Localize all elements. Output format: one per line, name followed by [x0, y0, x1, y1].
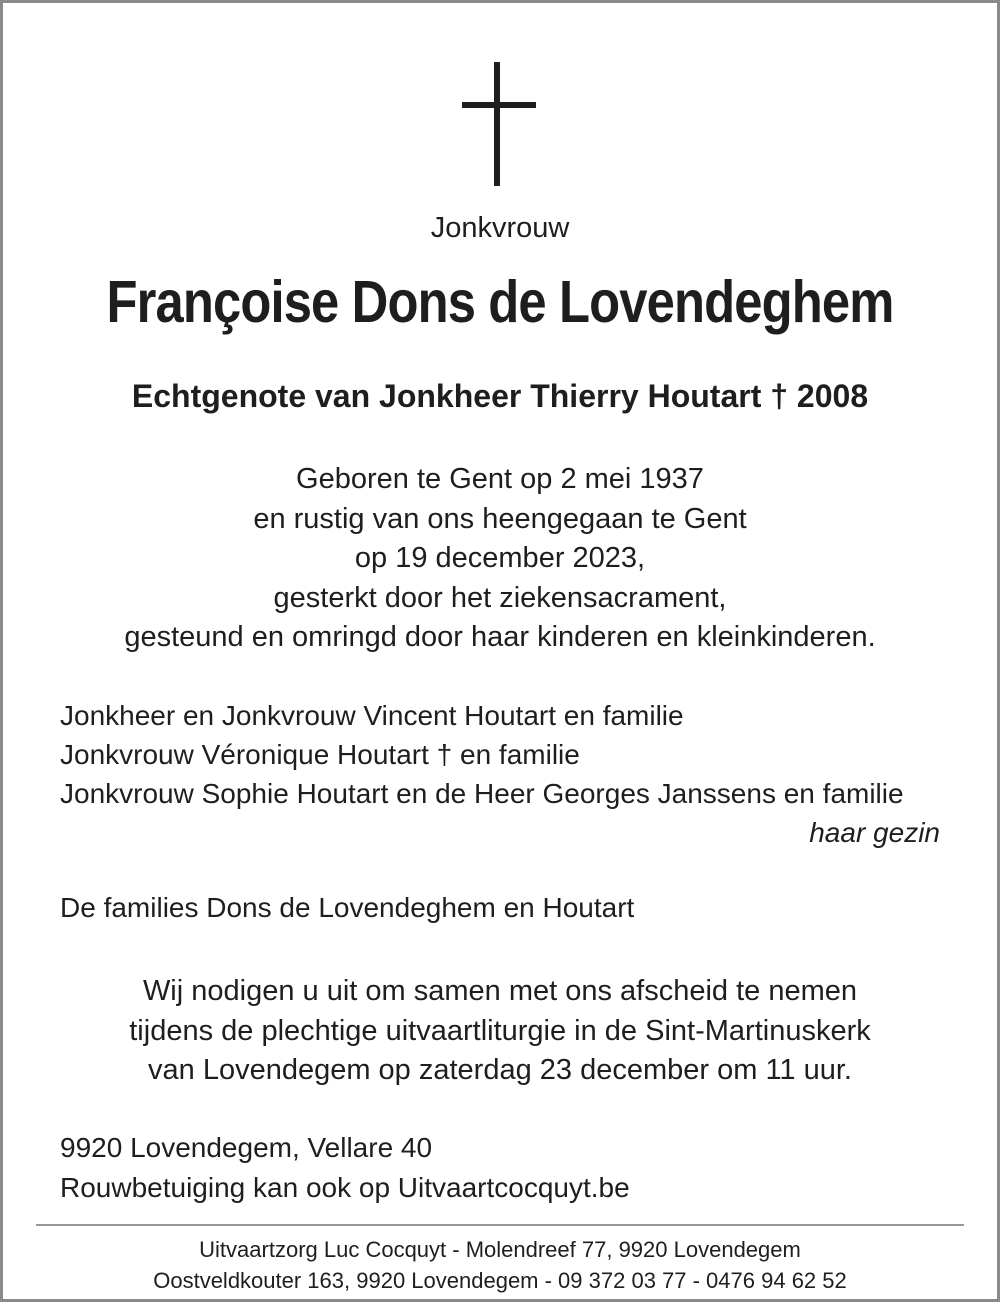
- invitation-line: van Lovendegem op zaterdag 23 december om 11 uur.: [148, 1054, 852, 1086]
- invitation-block: [0, 972, 1000, 1091]
- birth-death-line: op 19 december 2023,: [354, 542, 646, 574]
- footer-block: [0, 1234, 1000, 1296]
- families-line: De families Dons de Lovendeghem en Houtart: [60, 892, 635, 923]
- footer-divider: [36, 1224, 964, 1226]
- family-member: Jonkvrouw Véronique Houtart † en familie: [60, 739, 580, 770]
- cross-icon: [462, 62, 536, 186]
- invitation-line: Wij nodigen u uit om samen met ons afscheid te nemen: [142, 975, 858, 1007]
- birth-death-block: [0, 460, 1000, 658]
- family-member: Jonkvrouw Sophie Houtart en de Heer Georges Janssens en familie: [60, 778, 904, 809]
- birth-death-line: en rustig van ons heengegaan te Gent: [253, 502, 747, 535]
- title-prefix: Jonkvrouw: [430, 212, 570, 244]
- footer-line: Oostveldkouter 163, 9920 Lovendegem - 09 372 03 77 - 0476 94 62 52: [153, 1268, 847, 1293]
- address-block: [60, 1128, 630, 1208]
- family-member: Jonkheer en Jonkvrouw Vincent Houtart en familie: [60, 700, 684, 731]
- deceased-name: Françoise Dons de Lovendeghem: [106, 269, 894, 335]
- family-block: [60, 696, 940, 852]
- birth-death-line: gesterkt door het ziekensacrament,: [273, 581, 727, 614]
- invitation-line: tijdens de plechtige uitvaartliturgie in de Sint-Martinuskerk: [129, 1014, 871, 1047]
- spouse-line: Echtgenote van Jonkheer Thierry Houtart † 2008: [131, 378, 869, 414]
- birth-death-line: gesteund en omringd door haar kinderen en kleinkinderen.: [124, 621, 876, 653]
- home-address: 9920 Lovendegem, Vellare 40: [60, 1132, 433, 1163]
- footer-line: Uitvaartzorg Luc Cocquyt - Molendreef 77, 9920 Lovendegem: [199, 1237, 801, 1262]
- birth-death-line: Geboren te Gent op 2 mei 1937: [296, 463, 704, 495]
- condolence-line: Rouwbetuiging kan ook op Uitvaartcocquyt.be: [60, 1172, 630, 1203]
- family-caption: haar gezin: [809, 817, 940, 848]
